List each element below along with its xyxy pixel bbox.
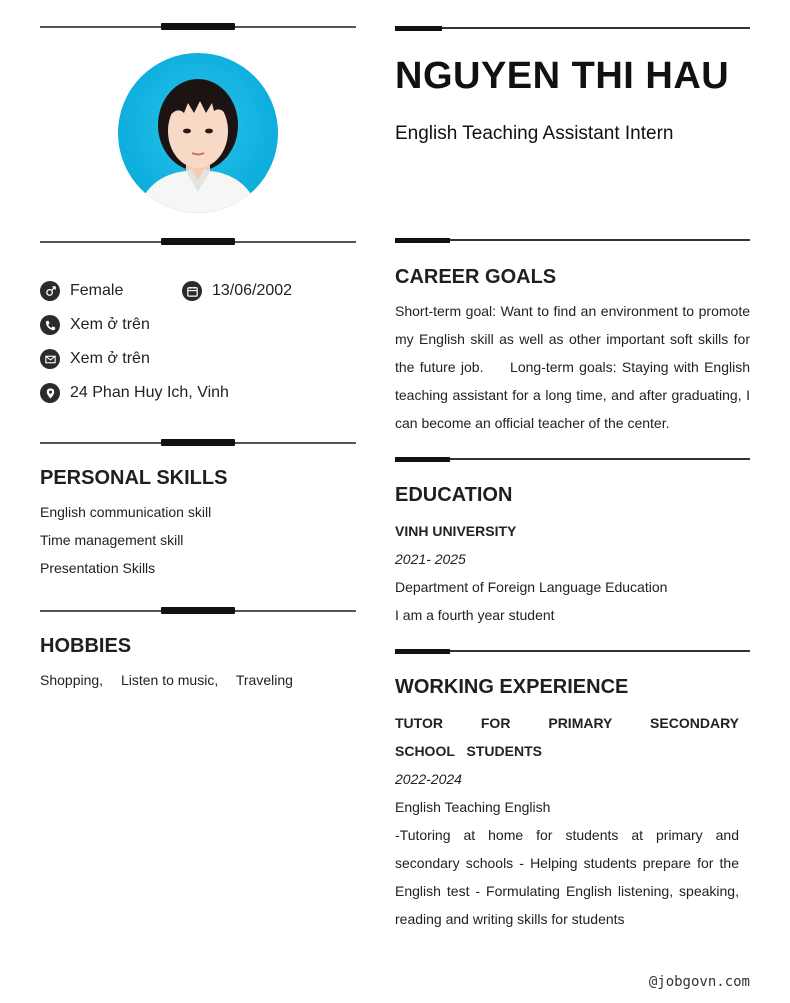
skill-item: Presentation Skills	[40, 560, 156, 576]
skill-item: Time management skill	[40, 532, 184, 548]
calendar-icon	[182, 281, 202, 301]
experience-position: TUTOR FOR PRIMARY SECONDARY SCHOOL STUDENTS	[395, 715, 775, 759]
education-period: 2021- 2025	[395, 551, 466, 567]
hobby-item: Listen to music,	[120, 672, 219, 688]
birthdate-text: 13/06/2002	[212, 282, 293, 299]
hobby-item: Traveling	[235, 672, 293, 688]
info-email	[40, 349, 150, 369]
divider-hobbies	[40, 609, 356, 612]
divider-top-left	[40, 25, 356, 28]
education-title: EDUCATION	[395, 484, 513, 506]
hobbies-list	[40, 666, 307, 694]
personal-skills-title: PERSONAL SKILLS	[40, 467, 228, 489]
phone-text: Xem ở trên	[70, 316, 150, 333]
gender-icon	[40, 281, 60, 301]
education-department: Department of Foreign Language Education	[395, 579, 668, 595]
experience-period: 2022-2024	[395, 771, 462, 787]
skill-item: English communication skill	[40, 504, 212, 520]
divider-below-photo	[40, 240, 356, 243]
job-title: English Teaching Assistant Intern	[395, 123, 674, 144]
personal-skills-list	[40, 498, 211, 582]
divider-top-right	[395, 27, 750, 30]
footer-watermark: @jobgovn.com	[648, 974, 750, 990]
career-goals-text: Short-term goal: Want to find an environment to promote my English skill as well as other important soft skills for the future job. Long-term goals: Staying with English teaching assistant for a long time, and after graduating, I can become an official teacher of the center.	[395, 303, 754, 431]
email-text: Xem ở trên	[70, 350, 150, 367]
address-text: 24 Phan Huy Ich, Vinh	[70, 384, 229, 401]
info-birthdate	[182, 281, 292, 301]
phone-icon	[40, 315, 60, 335]
mail-icon	[40, 349, 60, 369]
gender-text: Female	[70, 282, 124, 299]
experience-subtitle: English Teaching English	[395, 799, 551, 815]
experience-title: WORKING EXPERIENCE	[395, 676, 629, 698]
hobbies-title: HOBBIES	[40, 635, 132, 657]
school-name: VINH UNIVERSITY	[395, 523, 517, 539]
info-address	[40, 383, 229, 403]
divider-experience	[395, 650, 750, 653]
info-phone	[40, 315, 150, 335]
career-goals-title: CAREER GOALS	[395, 266, 557, 288]
divider-personal-skills	[40, 441, 356, 444]
location-pin-icon	[40, 383, 60, 403]
info-gender	[40, 281, 123, 301]
divider-education	[395, 458, 750, 461]
education-block	[395, 517, 750, 629]
experience-description: -Tutoring at home for students at primary and secondary schools - Helping students prepare for the English test - Formulating English listening, speaking, reading and writing skills for students	[395, 827, 739, 927]
education-note: I am a fourth year student	[395, 607, 555, 623]
experience-block	[395, 709, 775, 933]
hobby-item: Shopping,	[40, 672, 104, 688]
divider-career-goals	[395, 239, 750, 242]
candidate-name: NGUYEN THI HAU	[395, 55, 730, 97]
profile-photo	[118, 53, 278, 213]
